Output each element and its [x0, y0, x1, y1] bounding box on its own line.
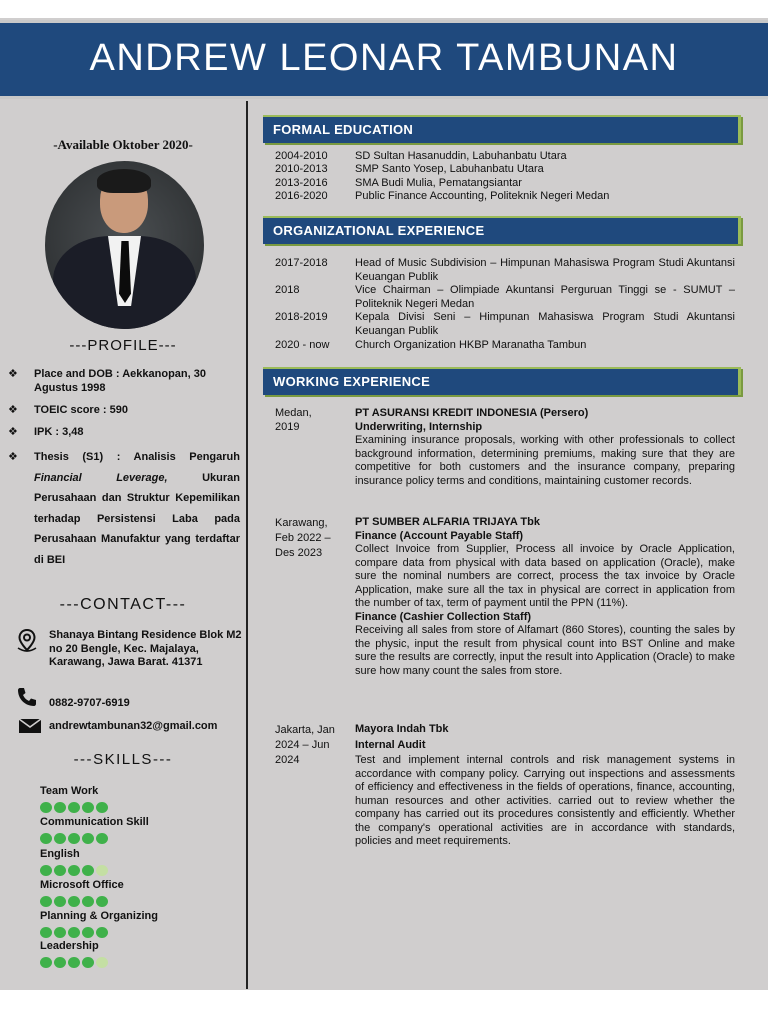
skill-row [40, 785, 240, 813]
phone-text[interactable]: 0882-9707-6919 [49, 697, 130, 709]
job-description-secondary: Receiving all sales from store of Alfamart (860 Stores), counting the sales by the physic, input the result from physical count into BST Online and make sure the results are correctly, input the result into Application (Oracle) to make sure how many count the sales from store. [355, 624, 735, 677]
education-desc: SMA Budi Mulia, Pematangsiantar [355, 177, 522, 189]
job-detail [355, 516, 735, 678]
skill-dot-filled [82, 833, 94, 844]
photo-hair [97, 169, 151, 193]
skill-dot-filled [54, 957, 66, 968]
skills-heading: ---SKILLS--- [73, 751, 173, 768]
skill-dot-filled [96, 927, 108, 938]
education-desc: SD Sultan Hasanuddin, Labuhanbatu Utara [355, 150, 567, 162]
contact-heading: ---CONTACT--- [59, 596, 187, 613]
skill-dot-filled [96, 802, 108, 813]
job-company: PT ASURANSI KREDIT INDONESIA (Persero) [355, 407, 589, 419]
education-years: 2013-2016 [275, 177, 328, 189]
thesis-prefix: Thesis (S1) : Analisis Pengaruh [34, 451, 240, 463]
skill-dot-filled [96, 896, 108, 907]
contact-email [16, 718, 240, 738]
education-years: 2016-2020 [275, 190, 328, 202]
organization-desc: Church Organization HKBP Maranatha Tambun [355, 339, 587, 351]
skill-dot-filled [68, 927, 80, 938]
job-role: Underwriting, Internship [355, 420, 483, 433]
profile-heading: ---PROFILE--- [69, 337, 177, 354]
diamond-bullet-icon: ❖ [8, 404, 18, 416]
skill-dot-empty [96, 865, 108, 876]
skill-row [40, 910, 240, 938]
skill-rating [40, 896, 240, 907]
skill-dot-filled [54, 802, 66, 813]
profile-item [8, 367, 240, 395]
diamond-bullet-icon: ❖ [8, 426, 18, 438]
phone-icon [16, 686, 38, 713]
skill-name: Microsoft Office [40, 879, 124, 891]
job-role: Internal Audit [355, 738, 426, 751]
work-section-bar [263, 367, 741, 395]
skill-dot-filled [68, 957, 80, 968]
skill-name: English [40, 848, 80, 860]
job-detail [355, 407, 735, 488]
education-desc: SMP Santo Yosep, Labuhanbatu Utara [355, 163, 544, 175]
job-role: Finance (Account Payable Staff) [355, 529, 524, 542]
job-role-secondary: Finance (Cashier Collection Staff) [355, 610, 532, 623]
availability-note: -Available Oktober 2020- [53, 137, 193, 152]
left-column [0, 101, 246, 989]
skill-rating [40, 927, 240, 938]
skill-dot-filled [82, 927, 94, 938]
job-when: Jakarta, Jan 2024 – Jun 2024 [275, 724, 335, 766]
profile-heading-label: PROFILE [87, 337, 159, 354]
skill-name: Leadership [40, 940, 99, 952]
skill-dot-filled [82, 802, 94, 813]
skill-dot-filled [54, 865, 66, 876]
skill-row [40, 940, 240, 968]
skill-dot-filled [40, 833, 52, 844]
organization-years: 2020 - now [275, 339, 330, 351]
skill-dot-filled [96, 833, 108, 844]
skill-name: Communication Skill [40, 816, 149, 828]
profile-photo [45, 161, 204, 329]
thesis-suffix: Ukuran Perusahaan dan Struktur Kepemilikan terhadap Persistensi Laba pada Perusahaan Manufaktur yang terdaftar di BEI [34, 471, 240, 566]
skill-dot-filled [68, 865, 80, 876]
job-detail [355, 723, 735, 849]
skill-rating [40, 833, 240, 844]
right-column [248, 101, 768, 989]
education-years: 2010-2013 [275, 163, 328, 175]
skill-name: Planning & Organizing [40, 910, 158, 922]
skill-dot-filled [68, 833, 80, 844]
job-description: Collect Invoice from Supplier, Process all invoice by Oracle Application, compare data from physical with data based on application (Oracle), make sure the nominal numbers are correct, process the tax invoice by Oracle Application, make sure all the tax in physical are correct in application from the number of tax, term of payment until the PPN (11%). [355, 543, 735, 609]
skill-dot-filled [40, 927, 52, 938]
job-when: Karawang, Feb 2022 – Des 2023 [275, 517, 331, 559]
skill-dot-filled [68, 802, 80, 813]
thesis-italic: Financial Leverage, [34, 471, 168, 484]
envelope-icon [18, 718, 42, 739]
education-section-bar [263, 115, 741, 143]
contact-address [16, 629, 240, 685]
organization-desc: Head of Music Subdivision – Himpunan Mahasiswa Program Studi Akuntansi Keuangan Publik [355, 257, 735, 283]
organization-title: ORGANIZATIONAL EXPERIENCE [273, 223, 485, 238]
profile-item [8, 425, 240, 439]
profile-ipk: IPK : 3,48 [34, 426, 84, 438]
location-pin-icon [16, 629, 38, 658]
organization-years: 2018-2019 [275, 311, 328, 323]
address-text: Shanaya Bintang Residence Blok M2 no 20 Bengle, Kec. Majalaya, Karawang, Jawa Barat. 41371 [49, 629, 242, 668]
skill-rating [40, 865, 240, 876]
skill-dot-filled [54, 927, 66, 938]
skill-dot-filled [82, 896, 94, 907]
skill-dot-filled [54, 896, 66, 907]
profile-list [8, 367, 240, 578]
skill-dot-filled [54, 833, 66, 844]
skill-dot-empty [96, 957, 108, 968]
profile-thesis [8, 447, 240, 570]
candidate-name: ANDREW LEONAR TAMBUNAN [89, 37, 679, 79]
skill-row [40, 816, 240, 844]
skill-dot-filled [82, 957, 94, 968]
skill-row [40, 879, 240, 907]
header-banner [0, 20, 768, 99]
work-title: WORKING EXPERIENCE [273, 374, 431, 389]
skills-heading-label: SKILLS [93, 751, 153, 768]
skill-dot-filled [68, 896, 80, 907]
skill-dot-filled [40, 957, 52, 968]
organization-section-bar [263, 216, 741, 244]
education-title: FORMAL EDUCATION [273, 122, 414, 137]
profile-toeic: TOEIC score : 590 [34, 404, 128, 416]
organization-years: 2017-2018 [275, 257, 328, 269]
education-desc: Public Finance Accounting, Politeknik Negeri Medan [355, 190, 610, 202]
skill-rating [40, 957, 240, 968]
organization-desc: Kepala Divisi Seni – Himpunan Mahasiswa Program Studi Akuntansi Keuangan Publik [355, 311, 735, 337]
job-description: Test and implement internal controls and risk management systems in accordance with company policy. Carrying out inspections and assessments of efficiency and effectiveness in the fields of operations, finance, accounting, human resources and other activities. carried out to review whether the company has carried out its procedures consistently and efficiently. Whether the company's operational activities are in accordance with standards, policies and meet requirements. [355, 754, 735, 847]
skill-row [40, 848, 240, 876]
profile-item [8, 403, 240, 417]
email-text[interactable]: andrewtambunan32@gmail.com [49, 720, 218, 732]
job-company: Mayora Indah Tbk [355, 723, 449, 735]
contact-phone [16, 686, 240, 710]
job-company: PT SUMBER ALFARIA TRIJAYA Tbk [355, 516, 540, 528]
organization-years: 2018 [275, 284, 300, 296]
skill-dot-filled [82, 865, 94, 876]
contact-heading-label: CONTACT [80, 596, 166, 613]
skill-name: Team Work [40, 785, 99, 797]
diamond-bullet-icon: ❖ [8, 451, 18, 463]
skill-rating [40, 802, 240, 813]
job-description: Examining insurance proposals, working with other professionals to collect background information, determining premiums, making sure that they are competitive for both customers and the insurance company, preparing insurance policy terms and conditions, maintaining customer records. [355, 434, 735, 487]
job-when: Medan, 2019 [275, 407, 312, 433]
skill-dot-filled [40, 802, 52, 813]
profile-dob: Place and DOB : Aekkanopan, 30 Agustus 1998 [34, 368, 206, 394]
education-years: 2004-2010 [275, 150, 328, 162]
skill-dot-filled [40, 896, 52, 907]
skill-dot-filled [40, 865, 52, 876]
diamond-bullet-icon: ❖ [8, 368, 18, 380]
organization-desc: Vice Chairman – Olimpiade Akuntansi Perguruan Tinggi se - SUMUT – Politeknik Negeri Medan [355, 284, 735, 310]
